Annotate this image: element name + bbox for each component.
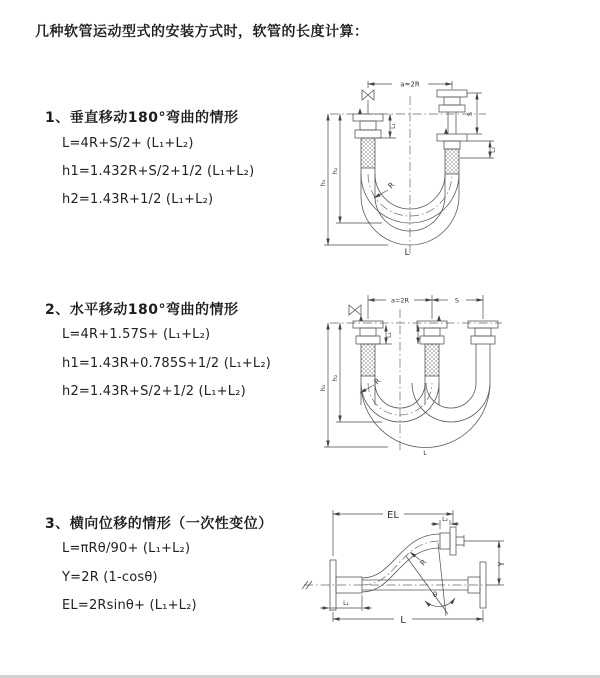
dim-h1-h2 bbox=[324, 114, 388, 245]
section-2-formula-h1: h1=1.43R+0.785S+1/2 (L₁+L₂) bbox=[62, 356, 272, 371]
hose-s-curve bbox=[362, 527, 464, 592]
diagram-horizontal-180-bend bbox=[306, 283, 590, 462]
section-1-formula-h2: h2=1.43R+1/2 (L₁+L₂) bbox=[62, 192, 214, 207]
dim-a2r-s bbox=[368, 295, 483, 319]
dim-l2 bbox=[460, 141, 494, 158]
dim-label-r: R bbox=[372, 376, 383, 387]
section-1-heading: 1、垂直移动180°弯曲的情形 bbox=[45, 110, 239, 126]
diagram-vertical-180-bend bbox=[310, 68, 590, 264]
dim-label-l1: L₁ bbox=[390, 123, 397, 129]
radius-callout bbox=[360, 385, 374, 393]
dim-label-h1: h₁ bbox=[319, 384, 327, 392]
dim-l bbox=[333, 610, 483, 622]
dim-label-l: L bbox=[404, 248, 410, 258]
left-pipe-fitting bbox=[353, 315, 383, 405]
dim-label-el: EL bbox=[387, 510, 399, 521]
dim-label-y: Y bbox=[497, 561, 506, 567]
dim-label-l1: L₁ bbox=[343, 600, 349, 607]
dim-label-theta: θ bbox=[432, 591, 438, 599]
hose-u-bends bbox=[361, 383, 490, 448]
dim-label-l: L bbox=[400, 615, 406, 626]
dim-label-a2r: a=2R bbox=[400, 80, 420, 89]
dim-label-l2: L₂ bbox=[490, 147, 497, 153]
dim-label-l: L bbox=[423, 449, 427, 457]
angle-theta bbox=[406, 543, 455, 616]
radius-callout bbox=[374, 190, 388, 198]
dim-label-h2: h₂ bbox=[331, 167, 339, 175]
dim-label-s: S bbox=[466, 111, 474, 117]
dim-label-l1: L₁ bbox=[386, 332, 393, 338]
section-3-formula-L: L=πRθ/90+ (L₁+L₂) bbox=[62, 541, 191, 556]
dim-label-s: S bbox=[454, 296, 460, 305]
section-2-formula-h2: h2=1.43R+S/2+1/2 (L₁+L₂) bbox=[62, 384, 246, 399]
right-pipe-fitting bbox=[437, 90, 467, 196]
section-2-formula-L: L=4R+1.57S+ (L₁+L₂) bbox=[62, 327, 211, 342]
valve-icon bbox=[349, 305, 361, 315]
dim-label-h2: h₂ bbox=[331, 374, 339, 382]
dim-label-a2r: a=2R bbox=[390, 296, 410, 305]
valve-icon bbox=[362, 90, 374, 114]
page-title: 几种软管运动型式的安装方式时，软管的长度计算： bbox=[35, 24, 369, 40]
middle-pipe-fitting bbox=[417, 315, 447, 405]
dim-label-r: R bbox=[386, 180, 397, 191]
diagram-lateral-displacement bbox=[298, 498, 590, 647]
section-3-formula-EL: EL=2Rsinθ+ (L₁+L₂) bbox=[62, 598, 197, 613]
section-1-formula-L: L=4R+S/2+ (L₁+L₂) bbox=[62, 136, 194, 151]
left-pipe-fitting bbox=[353, 108, 383, 196]
dim-label-h1: h₁ bbox=[319, 179, 327, 187]
section-3-formula-Y: Y=2R (1-cosθ) bbox=[62, 570, 158, 585]
section-2-heading: 2、水平移动180°弯曲的情形 bbox=[45, 302, 239, 318]
section-3-heading: 3、横向位移的情形（一次性变位） bbox=[45, 516, 273, 532]
right-pipe-fitting bbox=[468, 321, 498, 383]
dim-label-r: R bbox=[417, 557, 429, 568]
dim-label-l2: L₂ bbox=[442, 516, 448, 523]
section-1-formula-h1: h1=1.432R+S/2+1/2 (L₁+L₂) bbox=[62, 164, 255, 179]
